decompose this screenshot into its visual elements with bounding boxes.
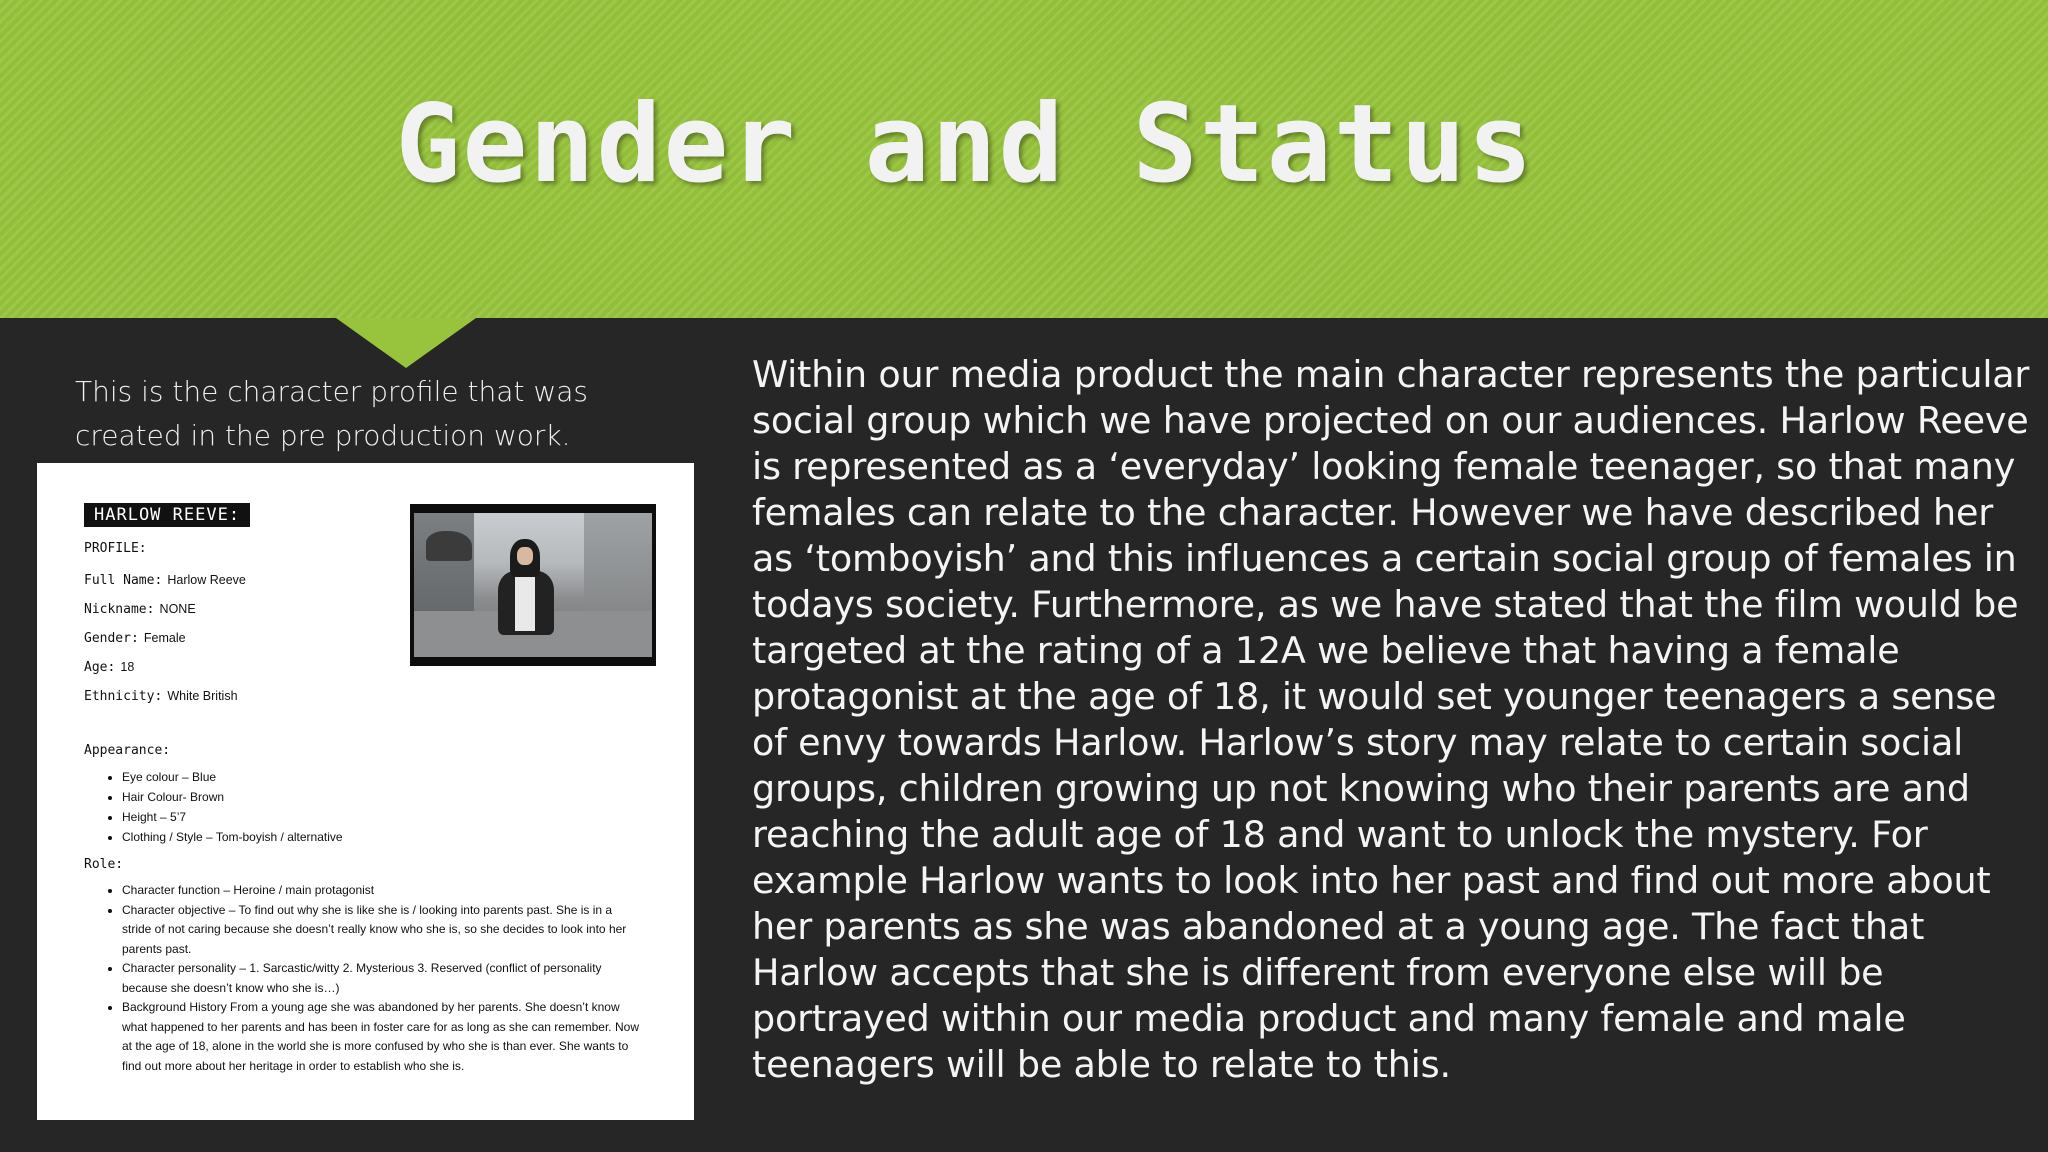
gender-value: Female (143, 631, 186, 645)
role-label: Role: (84, 857, 124, 872)
appearance-label: Appearance: (84, 743, 171, 758)
nickname-value: NONE (159, 602, 196, 616)
nickname-row (84, 598, 196, 617)
character-photo (410, 504, 656, 666)
profile-name-header: HARLOW REEVE: (84, 503, 250, 527)
appearance-list (102, 767, 343, 847)
age-row (84, 656, 134, 675)
role-list (102, 881, 642, 1076)
body-paragraph: Within our media product the main character represents the particular social group which we have projected on our audiences. Harlow Reeve is represented as a ‘everyday’ looking female teenager, so that many females can relate to the character. However we have described her as ‘tomboyish’ and this influences a certain social group of females in todays society. Furthermore, as we have stated that the film would be targeted at the rating of a 12A we believe that having a female protagonist at the age of 18, it would set younger teenagers a sense of envy towards Harlow. Harlow’s story may relate to certain social groups, children growing up not knowing who their parents are and reaching the adult age of 18 and want to unlock the mystery. For example Harlow wants to look into her past and find out more about her parents as she was abandoned at a young age. The fact that Harlow accepts that she is different from everyone else will be portrayed within our media product and many female and male teenagers will be able to relate to this. (752, 353, 2030, 1086)
profile-label: PROFILE: (84, 541, 147, 556)
list-item: • Eye colour – Blue (122, 767, 343, 787)
profile-caption: This is the character profile that was created in the pre production work. (75, 375, 588, 452)
list-item: • Character function – Heroine / main protagonist (122, 881, 642, 901)
full-name-row (84, 569, 246, 588)
character-profile-image (37, 463, 694, 1120)
slide-title: Gender and Status (395, 82, 1535, 207)
age-label: Age: (84, 660, 116, 675)
gender-label: Gender: (84, 631, 139, 646)
full-name-value: Harlow Reeve (167, 573, 246, 587)
list-item: • Height – 5’7 (122, 807, 343, 827)
gender-row (84, 627, 186, 646)
list-item: • Hair Colour- Brown (122, 787, 343, 807)
ethnicity-row (84, 685, 238, 704)
age-value: 18 (120, 660, 135, 674)
nickname-label: Nickname: (84, 602, 155, 617)
full-name-label: Full Name: (84, 573, 163, 588)
ethnicity-value: White British (167, 689, 238, 703)
ethnicity-label: Ethnicity: (84, 689, 163, 704)
list-item: • Character objective – To find out why she is like she is / looking into parents past. She is in a stride of not caring because she doesn’t really know who she is, so she decides to look into her parents past. (122, 901, 642, 960)
list-item: • Clothing / Style – Tom-boyish / alternative (122, 827, 343, 847)
list-item: • Character personality – 1. Sarcastic/witty 2. Mysterious 3. Reserved (conflict of personality because she doesn’t know who she is…) (122, 959, 642, 998)
list-item: • Background History From a young age she was abandoned by her parents. She doesn’t know what happened to her parents and has been in foster care for as long as she can remember. Now at the age of 18, alone in the world she is more confused by who she is than ever. She wants to find out more about her heritage in order to establish who she is. (122, 998, 642, 1076)
banner-notch (336, 318, 476, 368)
